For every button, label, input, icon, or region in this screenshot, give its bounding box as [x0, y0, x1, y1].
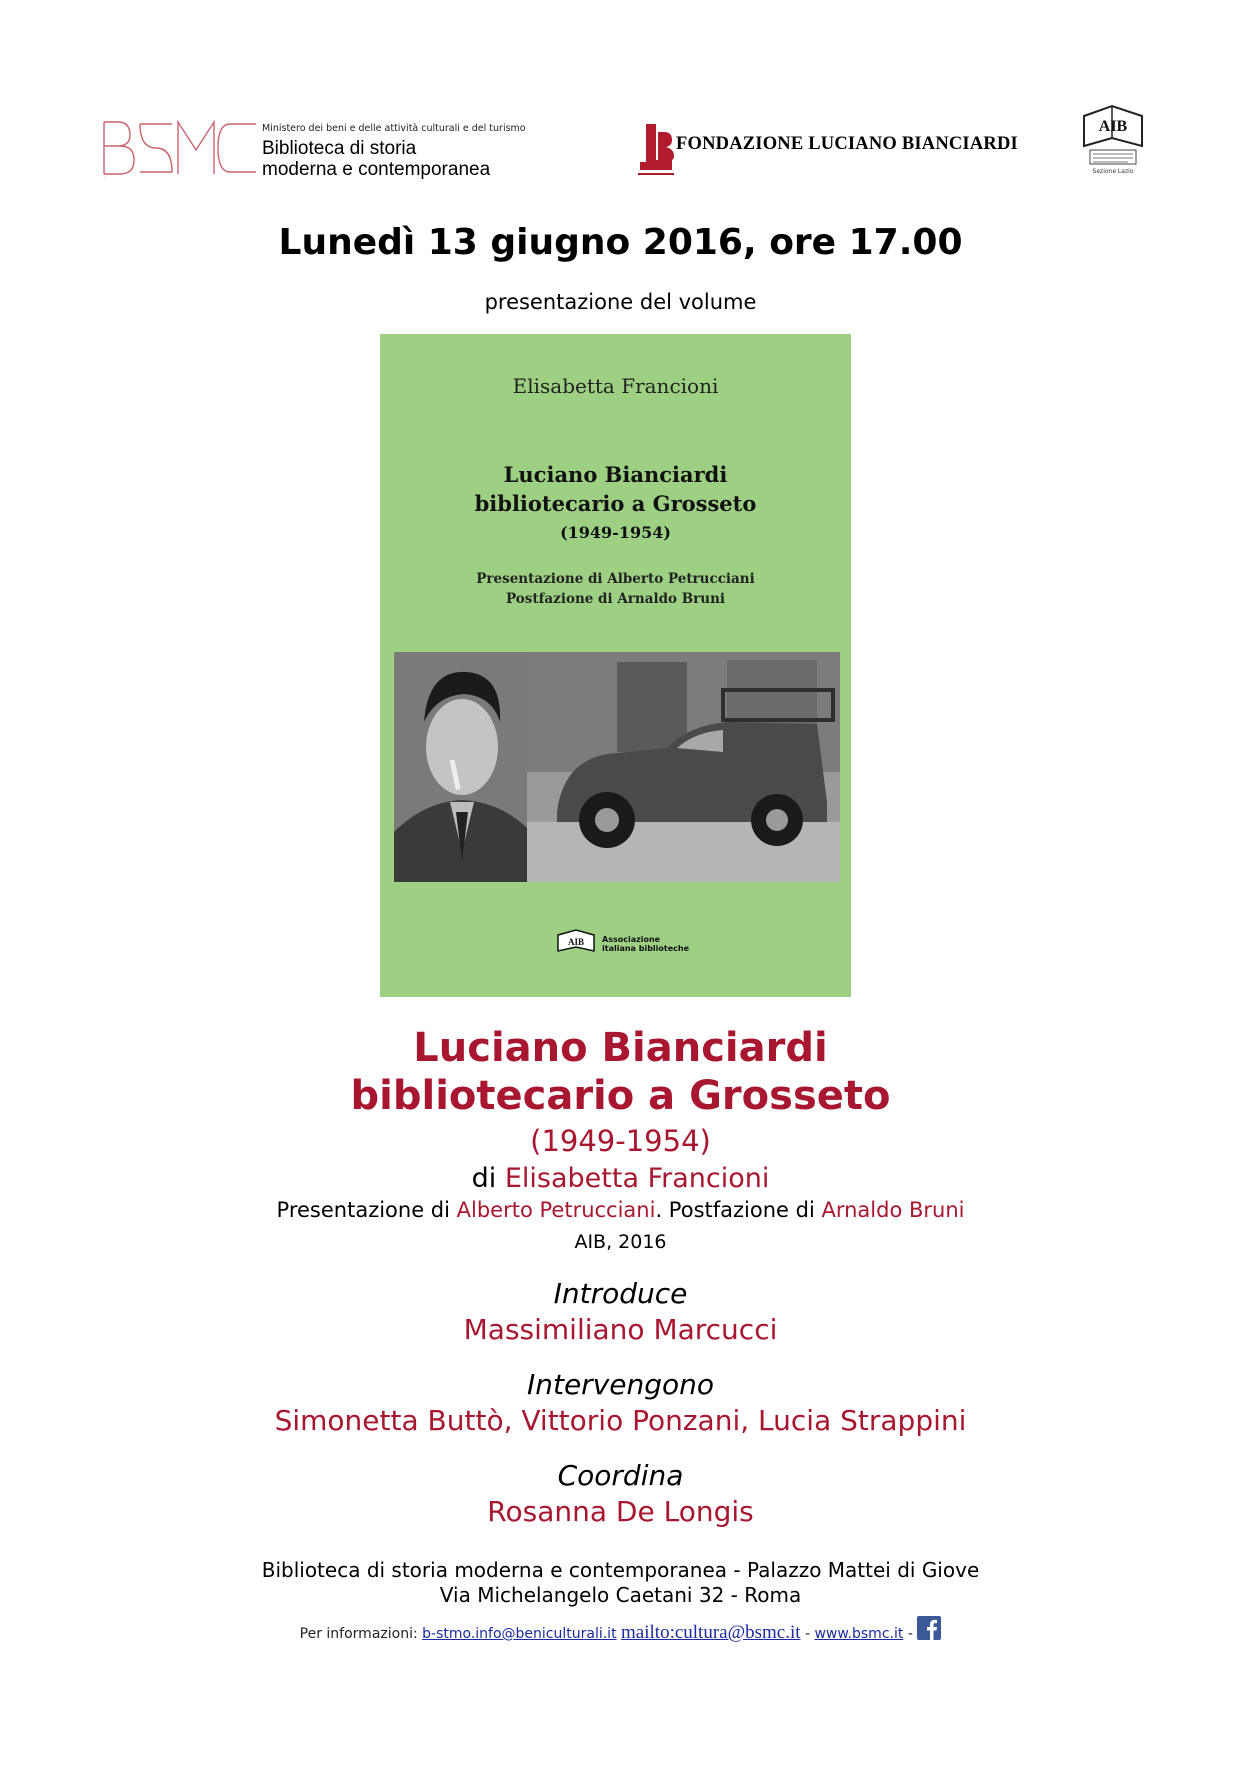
credits [0, 1198, 1241, 1222]
presentazione-name: Alberto Petrucciani [456, 1198, 656, 1222]
contacts-separator-2: - [907, 1626, 913, 1642]
email-link-info[interactable]: b-stmo.info@beniculturali.it [422, 1626, 617, 1642]
coordinator-label: Coordina [557, 1459, 684, 1492]
cover-presentazione: Presentazione di Alberto Petrucciani [476, 571, 755, 587]
cover-title-line2: bibliotecario a Grosseto [474, 491, 757, 516]
byline [0, 1163, 1241, 1194]
cover-title-line1: Luciano Bianciardi [503, 462, 728, 487]
website-link[interactable]: www.bsmc.it [814, 1626, 904, 1642]
aib-caption: Sezione Lazio [1092, 168, 1134, 175]
book-cover [380, 334, 851, 997]
volume-intro: presentazione del volume [484, 290, 757, 314]
contacts-separator: - [804, 1626, 811, 1642]
bsmc-name-line1: Biblioteca di storia [262, 137, 417, 159]
aib-logo-letters: AIB [1098, 118, 1128, 135]
speakers-names: Simonetta Buttò, Vittorio Ponzani, Lucia Strappini [274, 1404, 967, 1437]
postfazione-name: Arnaldo Bruni [821, 1198, 965, 1222]
cover-years: (1949-1954) [560, 523, 671, 542]
cover-aib-letters: AIB [567, 937, 585, 947]
fondazione-logo-icon [636, 122, 676, 177]
presentazione-prefix: Presentazione di [276, 1198, 450, 1222]
bsmc-ministry: Ministero dei beni e delle attività culturali e del turismo [262, 123, 526, 134]
book-title-line2: bibliotecario a Grosseto [350, 1073, 891, 1119]
facebook-icon[interactable] [917, 1616, 941, 1640]
speakers-label: Intervengono [526, 1368, 715, 1401]
cover-publisher-line2: italiana biblioteche [602, 944, 690, 953]
introduce-name: Massimiliano Marcucci [463, 1313, 778, 1346]
event-date: Lunedì 13 giugno 2016, ore 17.00 [278, 222, 963, 263]
venue-line1: Biblioteca di storia moderna e contemporanea - Palazzo Mattei di Giove [261, 1558, 980, 1582]
venue-line2: Via Michelangelo Caetani 32 - Roma [439, 1583, 802, 1607]
bsmc-name-line2: moderna e contemporanea [262, 158, 491, 180]
book-title-line1: Luciano Bianciardi [413, 1025, 828, 1071]
bsmc-logo [100, 118, 260, 178]
contacts [0, 1616, 1241, 1644]
bsmc-text [262, 124, 526, 180]
cover-aib-logo [556, 929, 596, 955]
cover-publisher-line1: Associazione [602, 935, 661, 944]
cover-postfazione: Postfazione di Arnaldo Bruni [505, 591, 726, 607]
introduce-label: Introduce [553, 1277, 688, 1310]
email-link-cultura[interactable]: mailto:cultura@bsmc.it [621, 1622, 801, 1643]
aib-logo [1078, 96, 1148, 176]
book-years: (1949-1954) [530, 1124, 711, 1158]
byline-prefix: di [471, 1163, 497, 1194]
coordinator-name: Rosanna De Longis [487, 1495, 754, 1528]
fondazione-name: FONDAZIONE LUCIANO BIANCIARDI [676, 134, 1018, 154]
cover-author: Elisabetta Francioni [512, 374, 719, 398]
bsmc-letters: BSMC [104, 178, 107, 179]
book-author: Elisabetta Francioni [504, 1163, 770, 1194]
portrait-photo [394, 652, 527, 882]
car-photo [527, 652, 840, 882]
postfazione-prefix: . Postfazione di [655, 1198, 815, 1222]
publisher-info: AIB, 2016 [574, 1231, 667, 1253]
cover-publisher-name [602, 935, 722, 953]
contacts-label: Per informazioni: [299, 1626, 418, 1642]
